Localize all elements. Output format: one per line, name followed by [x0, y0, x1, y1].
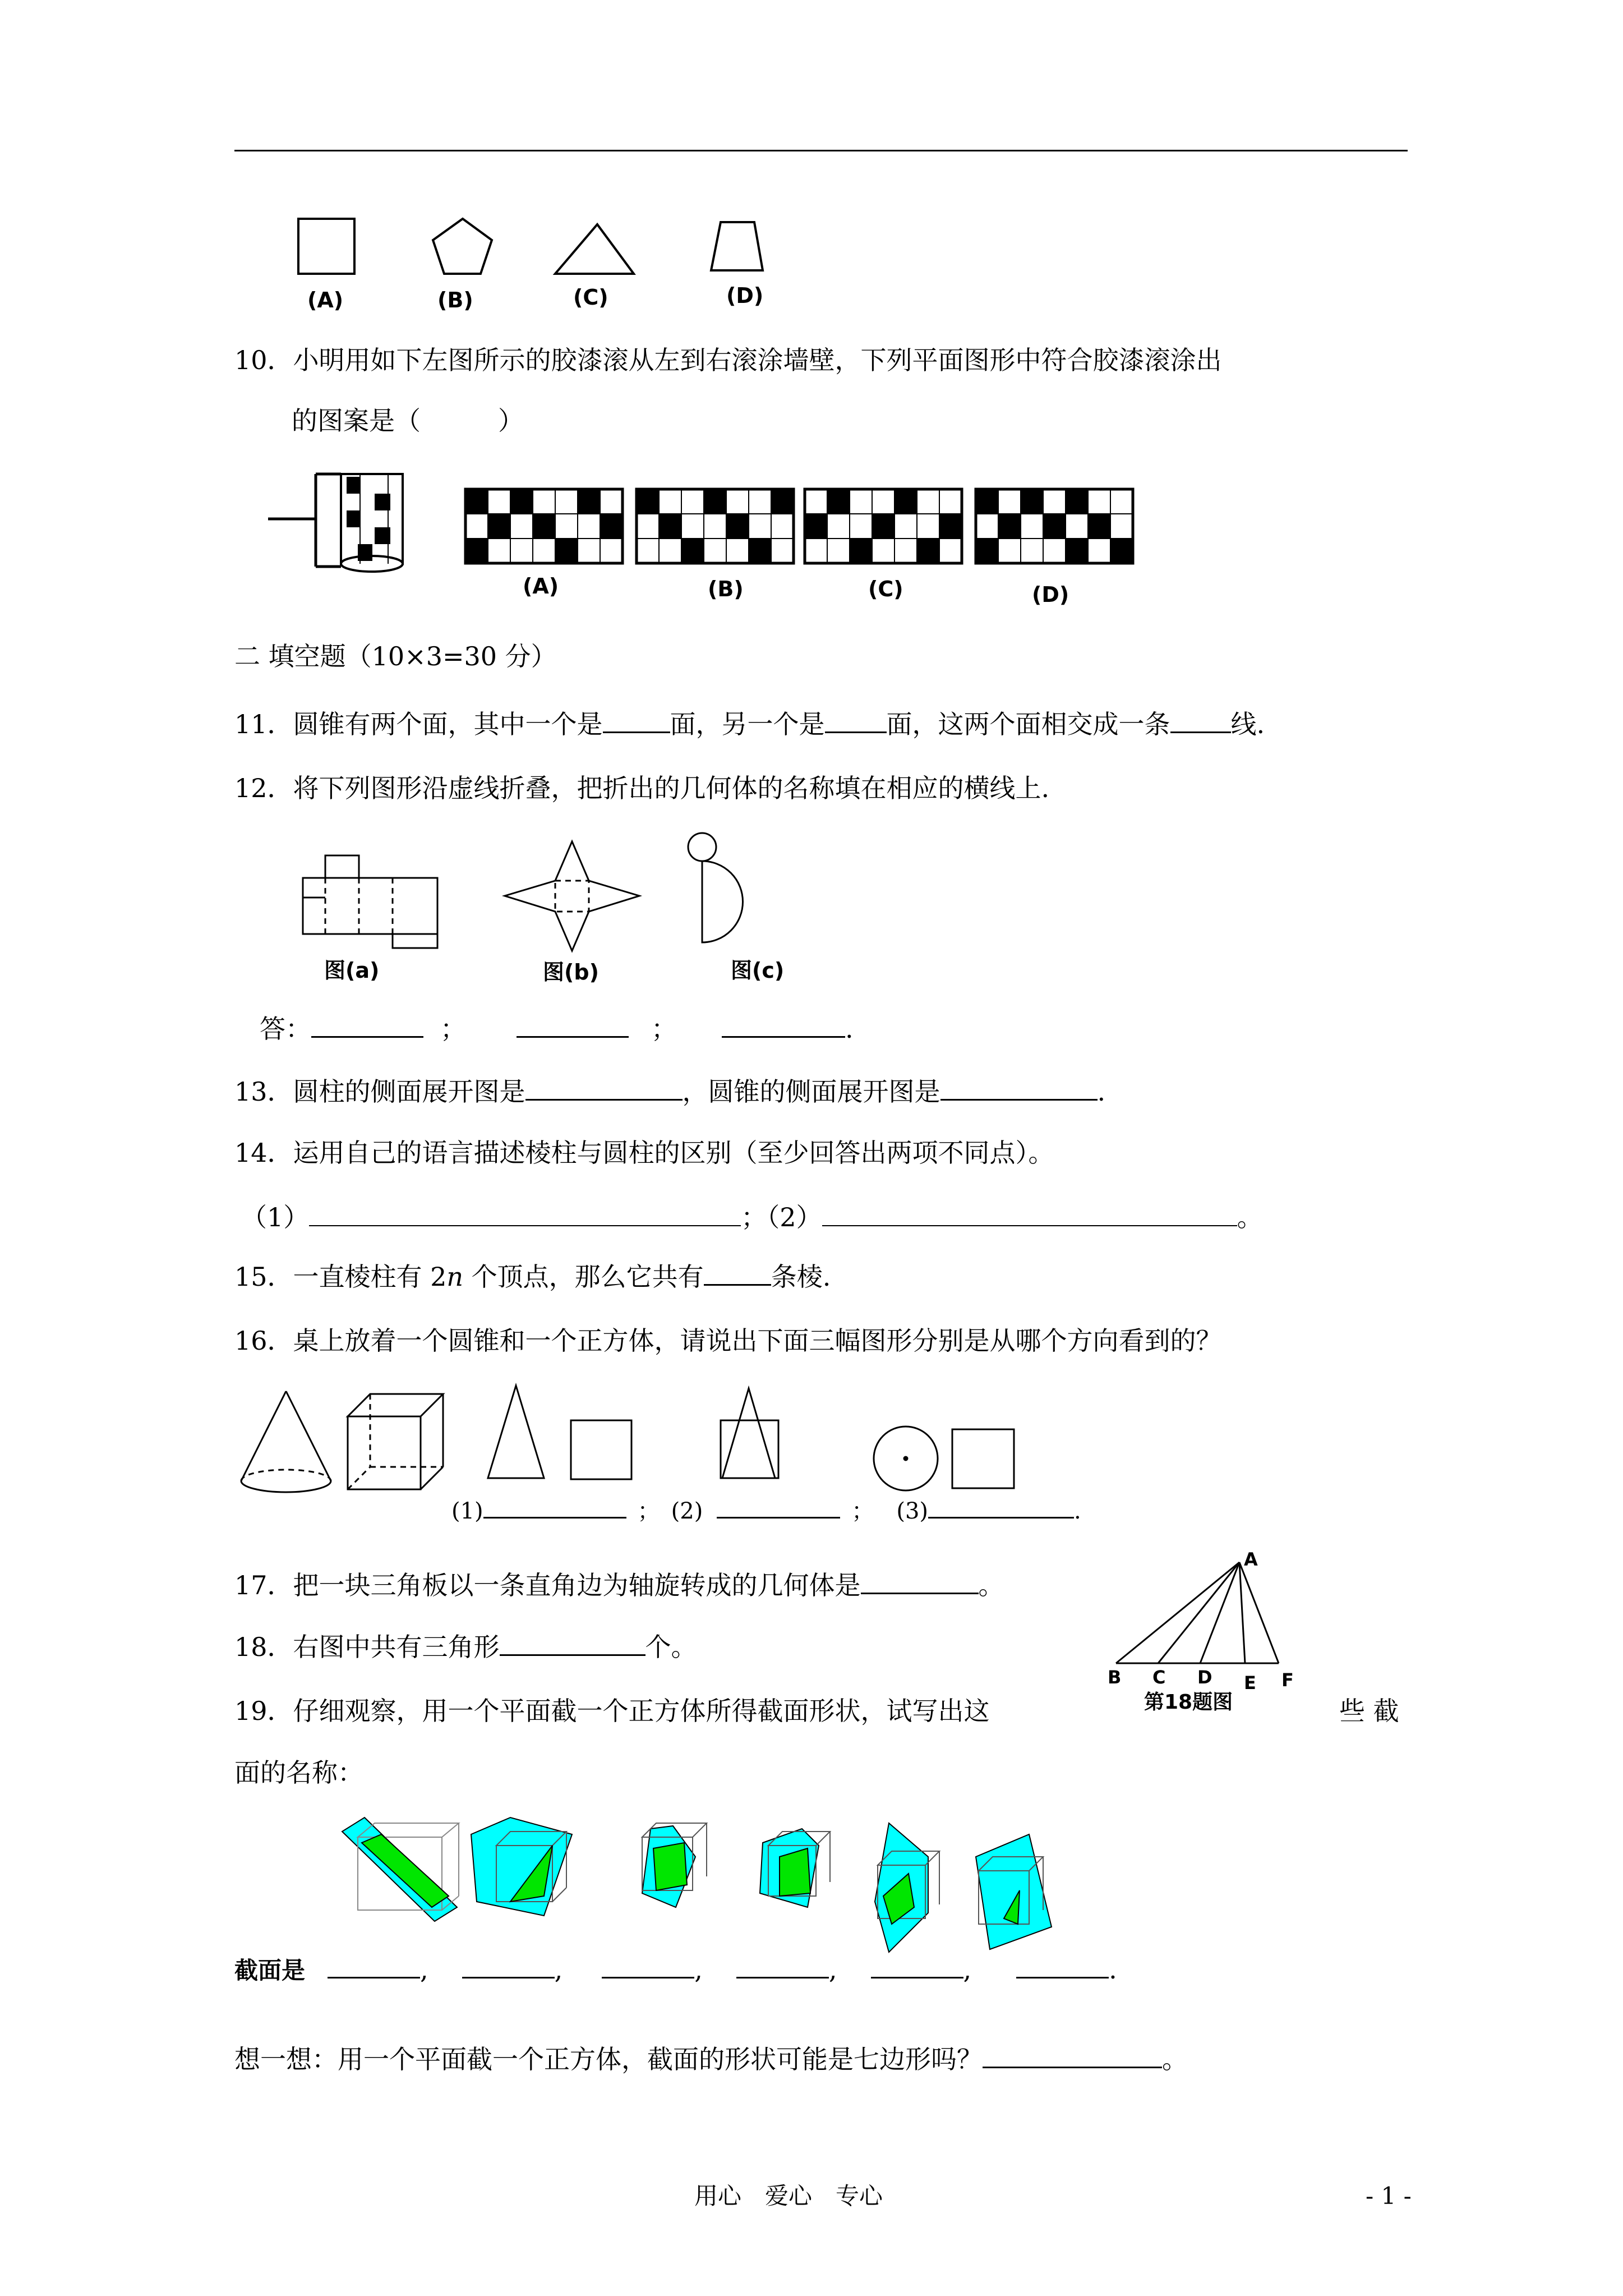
pattern-cell	[488, 514, 510, 539]
q11-blank-3[interactable]	[1170, 707, 1231, 733]
pattern-cell	[704, 514, 726, 539]
q19-label: 截面是	[234, 1957, 306, 1984]
q15-variable-n: n	[446, 1262, 464, 1292]
pattern-cell	[1110, 514, 1133, 539]
pattern-grid-d	[976, 489, 1133, 563]
q16-sep-1: ；	[637, 1498, 660, 1524]
q19-blank-5[interactable]	[871, 1952, 963, 1978]
pattern-cell	[771, 539, 794, 563]
q14-answers	[241, 1200, 1263, 1234]
pattern-cell	[726, 539, 749, 563]
pattern-cell	[1021, 514, 1043, 539]
pattern-cell	[726, 514, 749, 539]
pattern-cell	[895, 489, 917, 514]
q18-point-e: E	[1244, 1672, 1256, 1694]
q18-text-a: 18．右图中共有三角形	[234, 1632, 500, 1662]
q13-text-b: ，圆锥的侧面展开图是	[682, 1076, 940, 1107]
pattern-cell	[998, 539, 1021, 563]
pattern-cell	[533, 489, 555, 514]
q19-text-a: 19．仔细观察，用一个平面截一个正方体所得截面形状，试写出这	[234, 1696, 990, 1726]
pattern-grid-a	[465, 489, 623, 563]
pattern-cell	[1110, 489, 1133, 514]
pattern-cell	[555, 539, 578, 563]
q19-text-b: 些 截	[1339, 1696, 1399, 1726]
q17-text-a: 17．把一块三角板以一条直角边为轴旋转成的几何体是	[234, 1570, 861, 1600]
q12-caption-b: 图(b)	[543, 960, 599, 984]
pattern-cell	[510, 489, 533, 514]
section-cube-5	[875, 1823, 939, 1952]
view-3	[874, 1427, 1014, 1490]
section-cube-4	[760, 1829, 830, 1907]
q19-cross-sections-figure	[336, 1812, 1234, 1969]
pattern-cell	[533, 539, 555, 563]
pattern-cell	[659, 489, 681, 514]
q9-options-figure	[292, 213, 763, 314]
section-cube-1	[342, 1818, 459, 1921]
q18-triangle-figure	[1110, 1554, 1312, 1666]
q15-text-b: 个顶点，那么它共有	[463, 1262, 704, 1292]
think-text-b: 。	[1162, 2044, 1188, 2074]
q14-sep: ；（2）	[741, 1202, 822, 1232]
q12-blank-b[interactable]	[517, 1011, 629, 1038]
triangle-shape	[555, 224, 634, 274]
pattern-cell	[465, 489, 488, 514]
q16-blank-1[interactable]	[483, 1492, 626, 1519]
q16-blank-3[interactable]	[928, 1492, 1074, 1519]
pattern-cell	[872, 514, 895, 539]
q16-blank-2[interactable]	[717, 1492, 840, 1519]
q16-end: .	[1074, 1498, 1081, 1524]
q14-blank-1[interactable]	[309, 1200, 741, 1226]
q18-text-b: 个。	[645, 1632, 697, 1662]
q19-answer-line	[234, 1952, 1117, 1987]
q13-text-a: 13．圆柱的侧面展开图是	[234, 1076, 525, 1107]
q16-label-1: (1)	[451, 1498, 483, 1524]
q12-text: 12．将下列图形沿虚线折叠，把折出的几何体的名称填在相应的横线上.	[234, 773, 1050, 803]
pattern-cell	[510, 514, 533, 539]
pyramid-net	[505, 841, 639, 951]
pattern-cell	[827, 514, 850, 539]
pattern-grid-c	[805, 489, 962, 563]
pattern-cell	[749, 539, 771, 563]
q12-caption-a: 图(a)	[324, 958, 380, 983]
q11-blank-1[interactable]	[603, 707, 670, 733]
pattern-cell	[1043, 514, 1066, 539]
q16-label-2: (2)	[671, 1498, 703, 1524]
pattern-cell	[976, 489, 998, 514]
q19-blank-2[interactable]	[462, 1952, 555, 1978]
section-cube-3	[642, 1823, 707, 1907]
q19-blank-3[interactable]	[602, 1952, 694, 1978]
cube-net	[303, 855, 437, 948]
q15-text-c: 条棱.	[771, 1262, 831, 1292]
cone-solid	[241, 1391, 331, 1492]
section2-title: 二 填空题（10×3=30 分）	[234, 641, 557, 671]
q15-text-a: 15．一直棱柱有 2	[234, 1262, 447, 1292]
q16-views-figure	[236, 1380, 1032, 1503]
pattern-cell	[704, 489, 726, 514]
q19-comma-1: ,	[420, 1954, 428, 1985]
pattern-cell	[1088, 539, 1110, 563]
q18-point-b: B	[1108, 1667, 1122, 1688]
q17-blank[interactable]	[861, 1568, 979, 1594]
q11-text-d: 线.	[1230, 709, 1265, 739]
q10-pattern-grids	[465, 487, 1138, 568]
pattern-cell	[895, 514, 917, 539]
q11-text-c: 面，这两个面相交成一条	[886, 709, 1170, 739]
pattern-cell	[895, 539, 917, 563]
pattern-cell	[555, 514, 578, 539]
cube-solid	[348, 1394, 443, 1489]
pattern-cell	[578, 489, 600, 514]
q12-answer-prefix: 答：	[260, 1014, 311, 1044]
footer-motto: 用心 爱心 专心	[694, 2182, 883, 2210]
pattern-cell	[637, 539, 659, 563]
pattern-cell	[726, 489, 749, 514]
pattern-cell	[827, 489, 850, 514]
pattern-cell	[1066, 489, 1088, 514]
page-number: - 1 -	[1366, 2182, 1412, 2210]
q18-point-f: F	[1281, 1669, 1294, 1691]
pattern-cell	[917, 539, 939, 563]
q11-text-b: 面，另一个是	[670, 709, 825, 739]
think-blank[interactable]	[983, 2042, 1162, 2068]
pattern-cell	[976, 539, 998, 563]
cone-net	[688, 833, 743, 942]
view-1	[488, 1386, 631, 1479]
q10-line2: 的图案是（ ）	[292, 406, 524, 436]
q19-blank-1[interactable]	[328, 1952, 420, 1978]
q11-text-a: 11．圆锥有两个面，其中一个是	[234, 709, 603, 739]
pattern-cell	[704, 539, 726, 563]
pattern-cell	[917, 514, 939, 539]
q16-label-3: (3)	[896, 1498, 929, 1524]
pattern-cell	[1088, 489, 1110, 514]
pattern-cell	[939, 489, 962, 514]
q12-sep-1: ；	[440, 1014, 466, 1044]
pattern-cell	[771, 489, 794, 514]
pattern-cell	[465, 514, 488, 539]
q15	[234, 1259, 831, 1294]
q9-option-d: (D)	[726, 283, 764, 308]
q10-option-a: (A)	[523, 574, 559, 599]
pattern-cell	[659, 514, 681, 539]
q12-blank-a[interactable]	[311, 1011, 423, 1038]
q10-option-b: (B)	[708, 577, 744, 601]
q19-blank-6[interactable]	[1016, 1952, 1109, 1978]
pattern-cell	[771, 514, 794, 539]
section-cube-2	[471, 1818, 572, 1916]
q10-option-d: (D)	[1032, 582, 1069, 607]
q18	[234, 1630, 697, 1664]
pattern-cell	[488, 489, 510, 514]
pattern-grid-b	[637, 489, 794, 563]
pattern-cell	[1021, 539, 1043, 563]
q19-comma-3: ,	[694, 1954, 703, 1985]
q10-line1: 10．小明用如下左图所示的胶漆滚从左到右滚涂墙壁，下列平面图形中符合胶漆滚涂出	[234, 345, 1222, 375]
pattern-cell	[637, 514, 659, 539]
q12-blank-c[interactable]	[722, 1011, 845, 1038]
pattern-cell	[998, 489, 1021, 514]
pattern-cell	[939, 539, 962, 563]
q18-point-c: C	[1152, 1667, 1166, 1688]
pattern-cell	[872, 489, 895, 514]
q14-blank-2[interactable]	[822, 1200, 1237, 1226]
q14-text: 14．运用自己的语言描述棱柱与圆柱的区别（至少回答出两项不同点）。	[234, 1138, 1054, 1168]
q16-sep-2: ；	[851, 1498, 874, 1524]
q11-blank-2[interactable]	[825, 707, 887, 733]
pattern-cell	[976, 514, 998, 539]
header-rule	[234, 150, 1408, 151]
pentagon-shape	[433, 219, 492, 274]
pattern-cell	[749, 514, 771, 539]
pattern-cell	[681, 489, 704, 514]
pattern-cell	[805, 489, 827, 514]
think-question	[234, 2042, 1188, 2076]
q16-answers	[451, 1492, 1081, 1528]
pattern-cell	[872, 539, 895, 563]
pattern-cell	[659, 539, 681, 563]
q11	[234, 707, 1265, 741]
q13-text-c: .	[1097, 1076, 1106, 1107]
q13	[234, 1074, 1105, 1108]
pattern-cell	[488, 539, 510, 563]
q17-text-b: 。	[978, 1570, 1004, 1600]
trapezoid-shape	[711, 222, 763, 270]
q17	[234, 1568, 1004, 1602]
pattern-cell	[805, 514, 827, 539]
q18-point-a: A	[1244, 1549, 1258, 1570]
q18-fig-caption: 第18题图	[1144, 1691, 1233, 1714]
pattern-cell	[681, 539, 704, 563]
q16-text: 16．桌上放着一个圆锥和一个正方体，请说出下面三幅图形分别是从哪个方向看到的？	[234, 1326, 1222, 1356]
pattern-cell	[850, 489, 872, 514]
pattern-cell	[555, 489, 578, 514]
q10-option-c: (C)	[868, 577, 903, 601]
pattern-cell	[578, 539, 600, 563]
q12-nets-figure	[297, 830, 757, 954]
q13-blank-2[interactable]	[940, 1074, 1098, 1101]
pattern-cell	[533, 514, 555, 539]
pattern-cell	[1110, 539, 1133, 563]
q15-blank[interactable]	[704, 1259, 771, 1286]
q12-end: .	[845, 1014, 854, 1044]
pattern-cell	[850, 539, 872, 563]
pattern-cell	[917, 489, 939, 514]
q19-blank-4[interactable]	[736, 1952, 829, 1978]
q14-end: 。	[1237, 1202, 1263, 1232]
pattern-cell	[1066, 539, 1088, 563]
q14-label-1: （1）	[241, 1202, 310, 1232]
pattern-cell	[600, 514, 623, 539]
view-2	[721, 1388, 778, 1478]
q9-option-a: (A)	[307, 288, 344, 312]
pattern-cell	[939, 514, 962, 539]
q19-comma-4: ,	[828, 1954, 837, 1985]
q13-blank-1[interactable]	[525, 1074, 683, 1101]
q18-point-d: D	[1197, 1667, 1212, 1688]
pattern-cell	[1066, 514, 1088, 539]
q18-blank[interactable]	[500, 1630, 645, 1656]
pattern-cell	[681, 514, 704, 539]
pattern-cell	[578, 514, 600, 539]
q19-end: .	[1109, 1954, 1117, 1985]
pattern-cell	[805, 539, 827, 563]
q19-comma-5: ,	[963, 1954, 972, 1985]
pattern-cell	[1088, 514, 1110, 539]
pattern-cell	[998, 514, 1021, 539]
pattern-cell	[600, 539, 623, 563]
square-shape	[298, 219, 354, 274]
pattern-cell	[637, 489, 659, 514]
think-text-a: 想一想：用一个平面截一个正方体，截面的形状可能是七边形吗？	[234, 2044, 983, 2074]
q9-option-b: (B)	[437, 288, 473, 312]
q12-answer-line	[260, 1011, 854, 1046]
pattern-cell	[465, 539, 488, 563]
q9-option-c: (C)	[573, 285, 608, 310]
q12-caption-c: 图(c)	[731, 958, 785, 983]
pattern-cell	[827, 539, 850, 563]
q19-comma-2: ,	[554, 1954, 563, 1985]
pattern-cell	[749, 489, 771, 514]
pattern-cell	[510, 539, 533, 563]
pattern-cell	[1043, 489, 1066, 514]
q12-sep-2: ；	[651, 1014, 677, 1044]
section-cube-6	[976, 1834, 1052, 1949]
pattern-cell	[850, 514, 872, 539]
paint-roller-figure	[268, 466, 436, 578]
pattern-cell	[600, 489, 623, 514]
pattern-cell	[1043, 539, 1066, 563]
q19-text-c: 面的名称：	[234, 1757, 363, 1788]
pattern-cell	[1021, 489, 1043, 514]
